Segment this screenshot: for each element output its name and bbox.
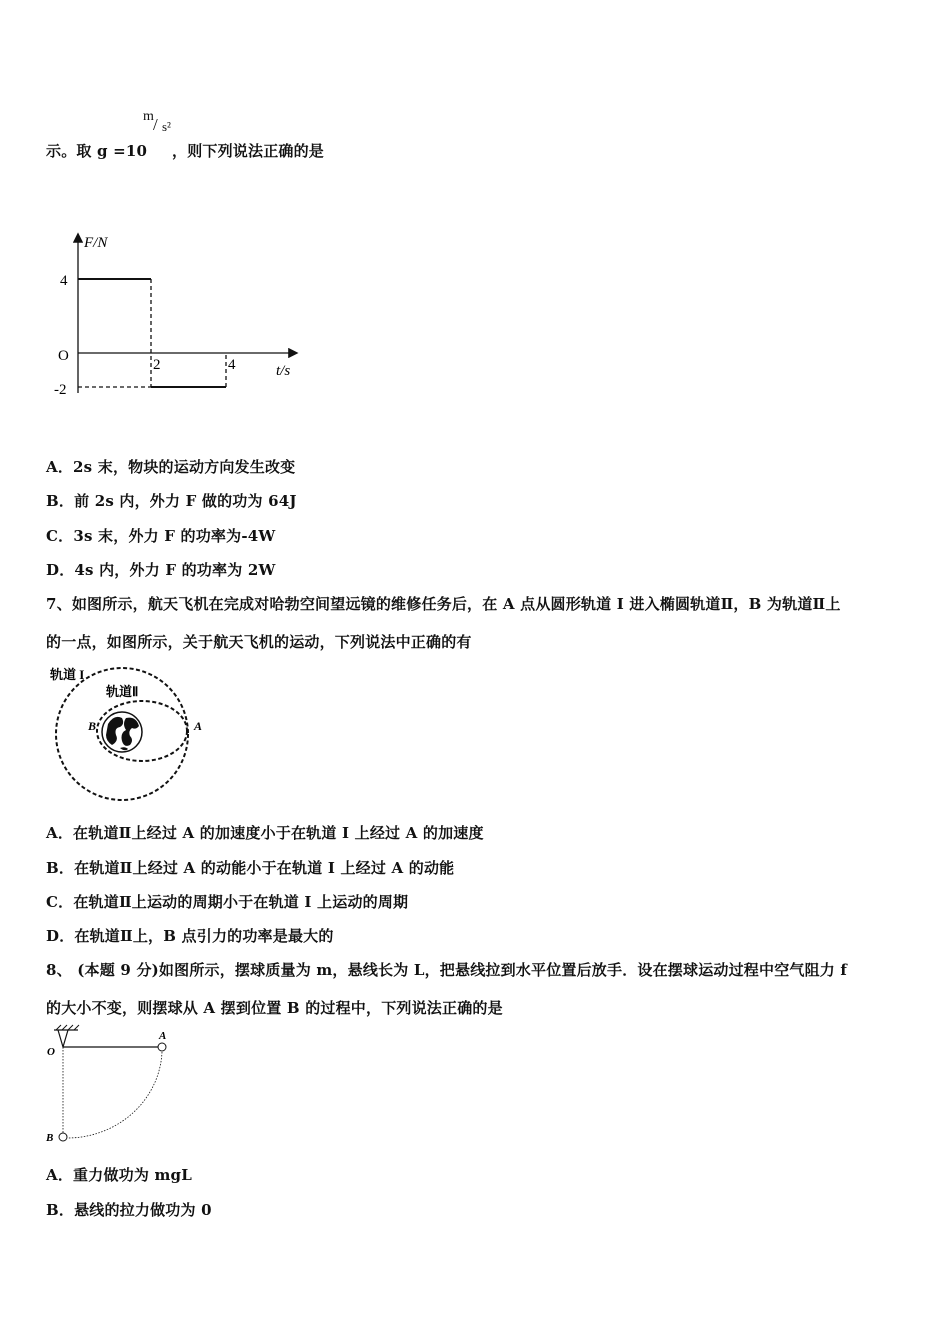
q6-option-a: A．2s 末，物块的运动方向发生改变 bbox=[46, 458, 296, 476]
q6-option-c: C．3s 末，外力 F 的功率为-4W bbox=[46, 527, 276, 545]
ball-at-b bbox=[59, 1133, 67, 1141]
earth-icon bbox=[102, 712, 142, 752]
x-tick-4: 4 bbox=[228, 357, 236, 373]
q7-option-c: C．在轨道Ⅱ上运动的周期小于在轨道 I 上运动的周期 bbox=[46, 893, 409, 911]
q8-stem-line2: 的大小不变，则摆球从 A 摆到位置 B 的过程中，下列说法正确的是 bbox=[46, 999, 503, 1017]
orbit-ii-label: 轨道Ⅱ bbox=[106, 684, 139, 699]
point-b-label: B bbox=[88, 719, 97, 733]
y-tick-minus-2: -2 bbox=[54, 382, 67, 398]
point-o-label: O bbox=[47, 1046, 55, 1058]
q6-tail-suffix: ，则下列说法正确的是 bbox=[172, 142, 325, 160]
ball-at-a bbox=[158, 1043, 166, 1051]
origin-label: O bbox=[58, 348, 69, 364]
y-tick-4: 4 bbox=[60, 273, 68, 289]
force-time-graph bbox=[40, 225, 310, 410]
pivot-support bbox=[58, 1030, 68, 1047]
orbit-i-label: 轨道 I bbox=[50, 667, 85, 682]
q8-stem-line1: 8、 (本题 9 分)如图所示，摆球质量为 m，悬线长为 L，把悬线拉到水平位置后放手．设在摆球运动过程中空气阻力 f bbox=[46, 961, 848, 979]
x-tick-2: 2 bbox=[153, 357, 161, 373]
point-a-label: A bbox=[159, 1030, 167, 1042]
y-axis-label: F/N bbox=[84, 235, 108, 251]
x-axis-label: t/s bbox=[276, 363, 291, 379]
orbit-figure bbox=[46, 662, 221, 807]
ceiling-hatch-icon bbox=[54, 1025, 79, 1030]
unit-slash: / bbox=[153, 115, 158, 134]
unit-numerator: m bbox=[143, 109, 154, 124]
point-b-label: B bbox=[46, 1132, 54, 1144]
q7-stem-line1: 7、如图所示，航天飞机在完成对哈勃空间望远镜的维修任务后，在 A 点从圆形轨道 I 进入椭圆轨道Ⅱ，B 为轨道Ⅱ上 bbox=[46, 595, 841, 613]
q7-stem-line2: 的一点，如图所示，关于航天飞机的运动，下列说法中正确的有 bbox=[46, 633, 472, 651]
q7-option-a: A．在轨道Ⅱ上经过 A 的加速度小于在轨道 I 上经过 A 的加速度 bbox=[46, 824, 484, 842]
q6-option-b: B．前 2s 内，外力 F 做的功为 64J bbox=[46, 492, 297, 510]
point-a-label: A bbox=[194, 719, 203, 733]
q6-tail-prefix: 示。取 g =10 bbox=[46, 142, 148, 160]
unit-denominator: s² bbox=[162, 119, 171, 134]
q7-option-d: D．在轨道Ⅱ上，B 点引力的功率是最大的 bbox=[46, 927, 334, 945]
pendulum-figure bbox=[44, 1024, 179, 1149]
q8-option-a: A．重力做功为 mgL bbox=[46, 1166, 192, 1184]
q7-option-b: B．在轨道Ⅱ上经过 A 的动能小于在轨道 I 上经过 A 的动能 bbox=[46, 859, 455, 877]
q6-option-d: D．4s 内，外力 F 的功率为 2W bbox=[46, 561, 276, 579]
swing-arc bbox=[68, 1052, 162, 1138]
q8-option-b: B．悬线的拉力做功为 0 bbox=[46, 1201, 212, 1219]
